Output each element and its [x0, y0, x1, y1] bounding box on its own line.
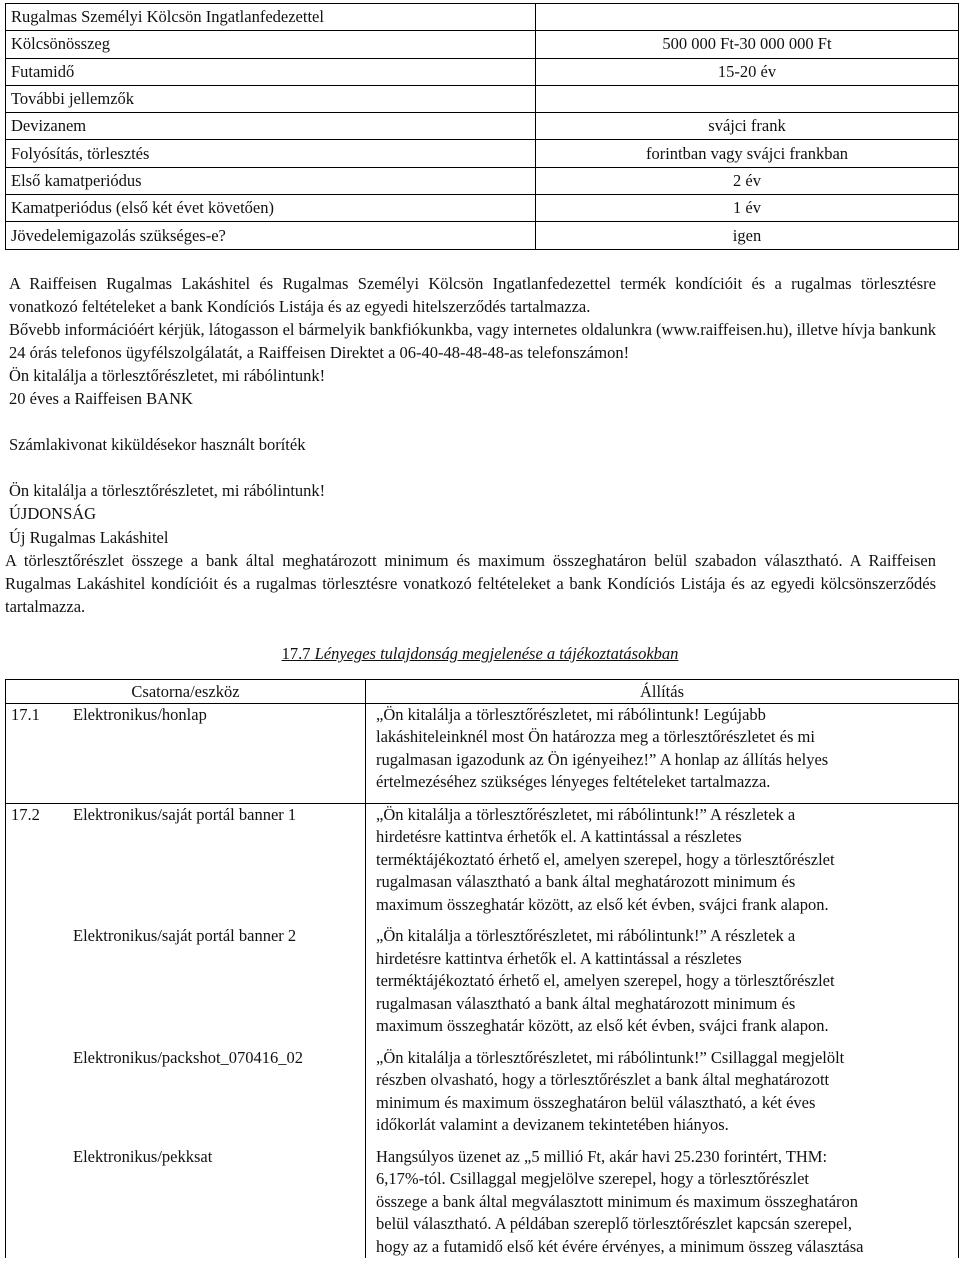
claim-number: 17.2 [6, 803, 74, 916]
claim-text-line: maximum összeghatár között, az első két évben, svájci frank alapon. [376, 1016, 829, 1036]
info-key: Kölcsönösszeg [6, 31, 536, 58]
claim-text [366, 703, 959, 794]
info-row [6, 85, 959, 112]
slogan-line-2: Ön kitalálja a törlesztőrészletet, mi rábólintunk! [9, 481, 326, 501]
info-value: 15-20 év [536, 58, 959, 85]
info-key: Futamidő [6, 58, 536, 85]
envelope-line: Számlakivonat kiküldésekor használt boríték [9, 435, 306, 455]
claim-row [6, 1146, 959, 1259]
claim-text-line: rugalmasan választható a bank által meghatározott minimum és [376, 993, 796, 1013]
claim-text-line: terméktájékoztató érhető el, amelyen szerepel, hogy a törlesztőrészlet [376, 849, 835, 869]
claim-channel: Elektronikus/packshot_070416_02 [73, 1047, 366, 1137]
claim-text [366, 925, 959, 1038]
claim-text [366, 1146, 959, 1259]
header-claim: Állítás [366, 679, 959, 703]
claim-channel: Elektronikus/pekksat [73, 1146, 366, 1259]
section-heading: Lényeges tulajdonság megjelenése a tájékoztatásokban [310, 643, 679, 663]
claim-text-line: Hangsúlyos üzenet az „5 millió Ft, akár havi 25.230 forintért, THM: [376, 1146, 828, 1166]
claim-text-line: „Ön kitalálja a törlesztőrészletet, mi rábólintunk!” A részletek a [376, 804, 796, 824]
claim-text [366, 1047, 959, 1137]
claim-text-line: minimum és maximum összeghatáron belül választható, a két éves [376, 1092, 816, 1112]
claim-row [6, 1047, 959, 1137]
claim-channel: Elektronikus/honlap [73, 703, 366, 794]
info-value: 2 év [536, 167, 959, 194]
info-value: forintban vagy svájci frankban [536, 140, 959, 167]
info-value: igen [536, 222, 959, 249]
claim-text-line: „Ön kitalálja a törlesztőrészletet, mi rábólintunk!” Csillaggal megjelölt [376, 1047, 845, 1067]
info-row [6, 195, 959, 222]
info-row [6, 58, 959, 85]
claim-text-line: terméktájékoztató érhető el, amelyen szerepel, hogy a törlesztőrészlet [376, 971, 835, 991]
info-value: 1 év [536, 195, 959, 222]
claim-text-line: rugalmasan választható a bank által meghatározott minimum és [376, 872, 796, 892]
claim-row [6, 703, 959, 794]
claim-text-line: időkorlát valamint a devizanem tekintetében hiányos. [376, 1115, 729, 1135]
claim-number: 17.1 [6, 703, 74, 794]
info-key: További jellemzők [6, 85, 536, 112]
info-key: Devizanem [6, 113, 536, 140]
anniversary-line: 20 éves a Raiffeisen BANK [9, 389, 193, 409]
claim-text-line: maximum összeghatár között, az első két évben, svájci frank alapon. [376, 894, 829, 914]
claim-text-line: „Ön kitalálja a törlesztőrészletet, mi rábólintunk! Legújabb [376, 704, 766, 724]
info-value [536, 85, 959, 112]
loan-info-table [5, 3, 959, 250]
claim-text-line: hirdetésre kattintva érhetők el. A kattintással a részletes [376, 948, 742, 968]
info-row [6, 113, 959, 140]
claim-row [6, 803, 959, 916]
claim-text [366, 803, 959, 916]
claim-text-line: részben olvasható, hogy a törlesztőrészlet a bank által meghatározott [376, 1070, 830, 1090]
paragraph-conditions: A Raiffeisen Rugalmas Lakáshitel és Rugalmas Személyi Kölcsön Ingatlanfedezettel termék kondícióit és a rugalmas törlesztésre vonatkozó feltételeket a bank Kondíciós Listája és az egyedi hitelszerződés tartalmazza. [9, 273, 936, 316]
info-row [6, 31, 959, 58]
info-value: 500 000 Ft-30 000 000 Ft [536, 31, 959, 58]
claim-text-line: összege a bank által megválasztott minimum és maximum összeghatáron [376, 1191, 859, 1211]
claim-text-line: értelmezéséhez szükséges lényeges feltételeket tartalmazza. [376, 772, 771, 792]
claim-text-line: lakáshiteleinknél most Ön határozza meg a törlesztőrészletet és mi [376, 727, 815, 747]
slogan-line-1: Ön kitalálja a törlesztőrészletet, mi rábólintunk! [9, 366, 326, 386]
section-title [4, 642, 956, 665]
paragraph-repayment: A törlesztőrészlet összege a bank által meghatározott minimum és maximum összeghatáron belül szabadon választható. A Raiffeisen Rugalmas Lakáshitel kondícióit és a rugalmas törlesztésre vonatkozó feltételeket a bank Kondíciós Listája és az egyedi kölcsönszerződés tartalmazza. [5, 550, 936, 616]
claim-text-line: hirdetésre kattintva érhetők el. A kattintással a részletes [376, 827, 742, 847]
info-row [6, 167, 959, 194]
claim-number [6, 1047, 74, 1137]
new-label: ÚJDONSÁG [9, 504, 97, 524]
info-row [6, 4, 959, 31]
claim-channel: Elektronikus/saját portál banner 1 [73, 803, 366, 916]
paragraph-more-info: Bővebb információért kérjük, látogasson el bármelyik bankfiókunkba, vagy internetes oldalunkra (www.raiffeisen.hu), illetve hívja bankunk 24 órás telefonos ügyfélszolgálatát, a Raiffeisen Direktet a 06-40-48-48-48-as telefonszámon! [9, 319, 936, 362]
info-key: Első kamatperiódus [6, 167, 536, 194]
claim-row [6, 925, 959, 1038]
claim-text-line: hogy az a futamidő első két évére érvényes, a minimum összeg választása [376, 1236, 864, 1256]
claim-channel: Elektronikus/saját portál banner 2 [73, 925, 366, 1038]
claim-number [6, 1146, 74, 1259]
body-text [9, 272, 936, 549]
claims-table [5, 679, 959, 1259]
info-row [6, 140, 959, 167]
claim-text-line: belül választható. A példában szereplő törlesztőrészlet kapcsán szerepel, [376, 1214, 853, 1234]
new-product-line: Új Rugalmas Lakáshitel [9, 527, 169, 547]
document-page [4, 3, 956, 1258]
info-key: Kamatperiódus (első két évet követően) [6, 195, 536, 222]
claim-text-line: „Ön kitalálja a törlesztőrészletet, mi rábólintunk!” A részletek a [376, 926, 796, 946]
info-value [536, 4, 959, 31]
claim-number [6, 925, 74, 1038]
info-key: Jövedelemigazolás szükséges-e? [6, 222, 536, 249]
info-value: svájci frank [536, 113, 959, 140]
info-key: Rugalmas Személyi Kölcsön Ingatlanfedezettel [6, 4, 536, 31]
info-key: Folyósítás, törlesztés [6, 140, 536, 167]
section-number: 17.7 [281, 643, 311, 663]
claim-text-line: rugalmasan igazodunk az Ön igényeihez!” A honlap az állítás helyes [376, 749, 829, 769]
info-row [6, 222, 959, 249]
claim-text-line: 6,17%-tól. Csillaggal megjelölve szerepel, hogy a törlesztőrészlet [376, 1169, 809, 1189]
header-channel: Csatorna/eszköz [6, 679, 366, 703]
